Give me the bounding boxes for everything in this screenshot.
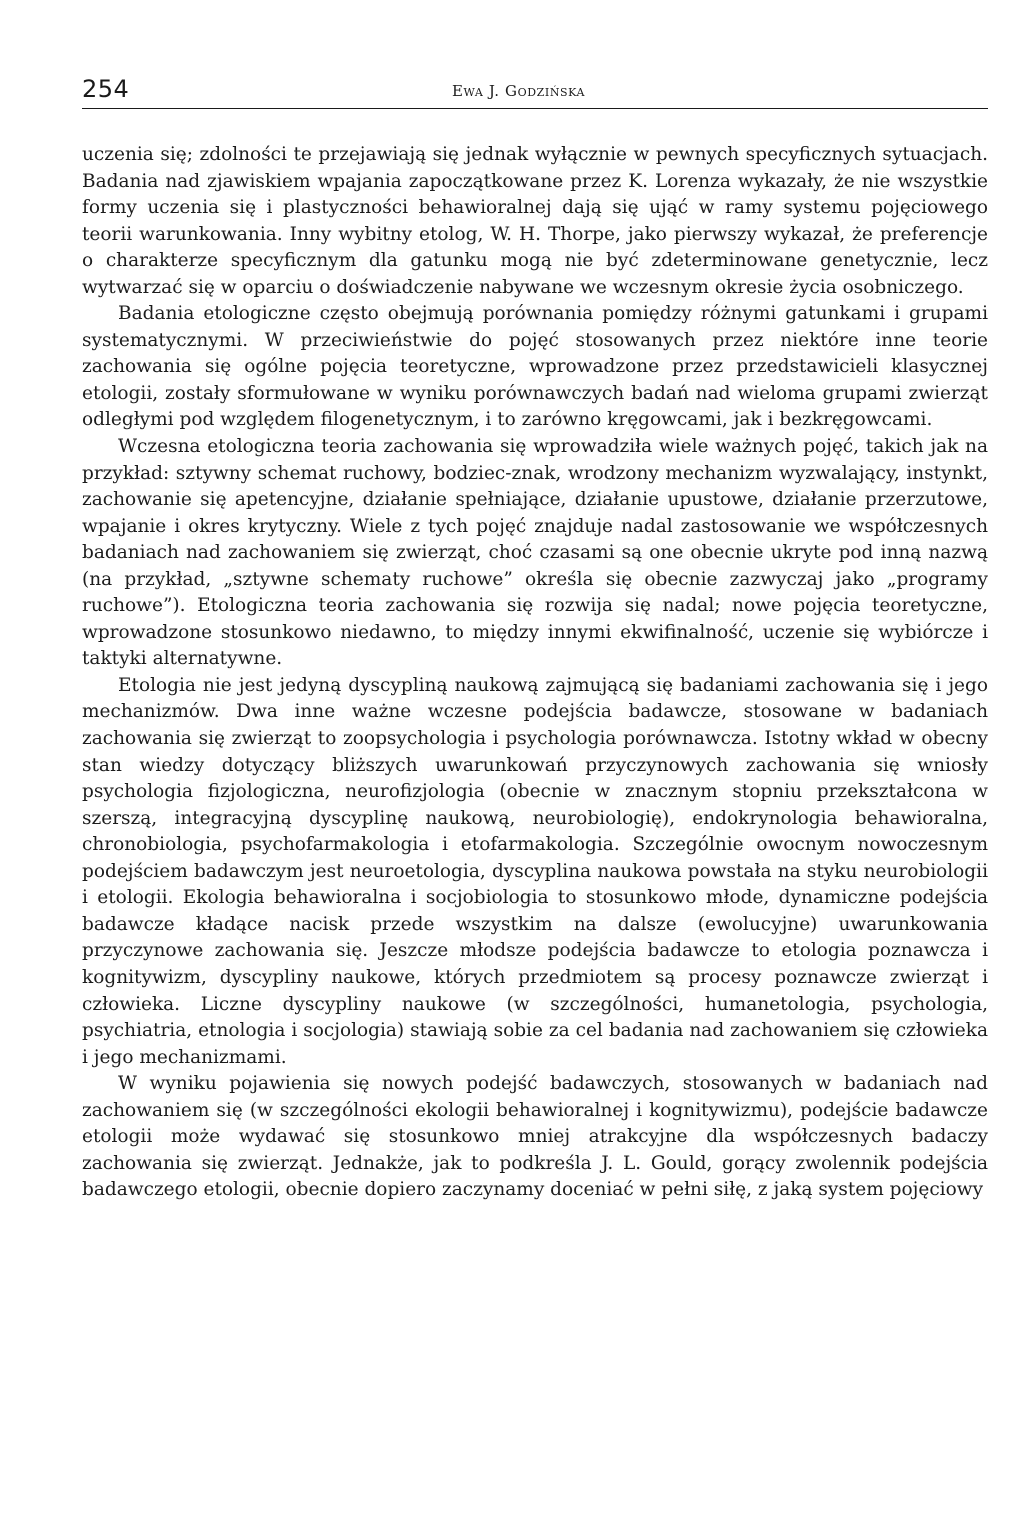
paragraph-2: Badania etologiczne często obejmują porównania pomiędzy różnymi gatunkami i grupami systematycznymi. W przeciwieństwie do pojęć stosowanych przez niektóre inne teorie zachowania się ogólne pojęcia teoretyczne, wprowadzone przez przedstawicieli klasycznej etologii, zostały sformułowane w wyniku porównawczych badań nad wieloma grupami zwierząt odległymi pod względem filogenetycznym, i to zarówno kręgowcami, jak i bezkręgowcami. bbox=[82, 303, 988, 431]
page-number: 254 bbox=[82, 75, 130, 103]
running-head bbox=[82, 74, 988, 109]
paragraph-1: uczenia się; zdolności te przejawiają się jednak wyłącznie w pewnych specyficznych sytuacjach. Badania nad zjawiskiem wpajania zapoczątkowane przez K. Lorenza wykazały, że nie wszystkie formy uczenia się i plastyczności behawioralnej dają się ująć w ramy systemu pojęciowego teorii warunkowania. Inny wybitny etolog, W. H. Thorpe, jako pierwszy wykazał, że preferencje o charakterze specyficznym dla gatunku mogą nie być zdeterminowane genetycznie, lecz wytwarzać się w oparciu o doświadczenie nabywane we wczesnym okresie życia osobniczego. bbox=[82, 144, 988, 298]
paragraph-5: W wyniku pojawienia się nowych podejść badawczych, stosowanych w badaniach nad zachowaniem się (w szczególności ekologii behawioralnej i kognitywizmu), podejście badawcze etologii może wydawać się stosunkowo mniej atrakcyjne dla współczesnych badaczy zachowania się zwierząt. Jednakże, jak to podkreśla J. L. Gould, gorący zwolennik podejścia badawczego etologii, obecnie dopiero zaczynamy doceniać w pełni siłę, z jaką system pojęciowy bbox=[82, 1073, 988, 1201]
running-head-author: Ewa J. Godzińska bbox=[452, 82, 586, 100]
body-text bbox=[82, 142, 988, 1204]
paragraph-3: Wczesna etologiczna teoria zachowania się wprowadziła wiele ważnych pojęć, takich jak na przykład: sztywny schemat ruchowy, bodziec-znak, wrodzony mechanizm wyzwalający, instynkt, zachowanie się apetencyjne, działanie spełniające, działanie upustowe, działanie przerzutowe, wpajanie i okres krytyczny. Wiele z tych pojęć znajduje nadal zastosowanie we współczesnych badaniach nad zachowaniem się zwierząt, choć czasami są one obecnie ukryte pod inną nazwą (na przykład, „sztywne schematy ruchowe” określa się obecnie zazwyczaj jako „programy ruchowe”). Etologiczna teoria zachowania się rozwija się nadal; nowe pojęcia teoretyczne, wprowadzone stosunkowo niedawno, to między innymi ekwifinalność, uczenie się wybiórcze i taktyki alternatywne. bbox=[82, 436, 988, 670]
paragraph-4: Etologia nie jest jedyną dyscypliną naukową zajmującą się badaniami zachowania się i jego mechanizmów. Dwa inne ważne wczesne podejścia badawcze, stosowane w badaniach zachowania się zwierząt to zoopsychologia i psychologia porównawcza. Istotny wkład w obecny stan wiedzy dotyczący bliższych uwarunkowań przyczynowych zachowania się wniosły psychologia fizjologiczna, neurofizjologia (obecnie w znacznym stopniu przekształcona w szerszą, integracyjną dyscyplinę naukową, neurobiologię), endokrynologia behawioralna, chronobiologia, psychofarmakologia i etofarmakologia. Szczególnie owocnym nowoczesnym podejściem badawczym jest neuroetologia, dyscyplina naukowa powstała na styku neurobiologii i etologii. Ekologia behawioralna i socjobiologia to stosunkowo młode, dynamiczne podejścia badawcze kładące nacisk przede wszystkim na dalsze (ewolucyjne) uwarunkowania przyczynowe zachowania się. Jeszcze młodsze podejścia badawcze to etologia poznawcza i kognitywizm, dyscypliny naukowe, których przedmiotem są procesy poznawcze zwierząt i człowieka. Liczne dyscypliny naukowe (w szczególności, humanetologia, psychologia, psychiatria, etnologia i socjologia) stawiają sobie za cel badania nad zachowaniem się człowieka i jego mechanizmami. bbox=[82, 674, 988, 1068]
